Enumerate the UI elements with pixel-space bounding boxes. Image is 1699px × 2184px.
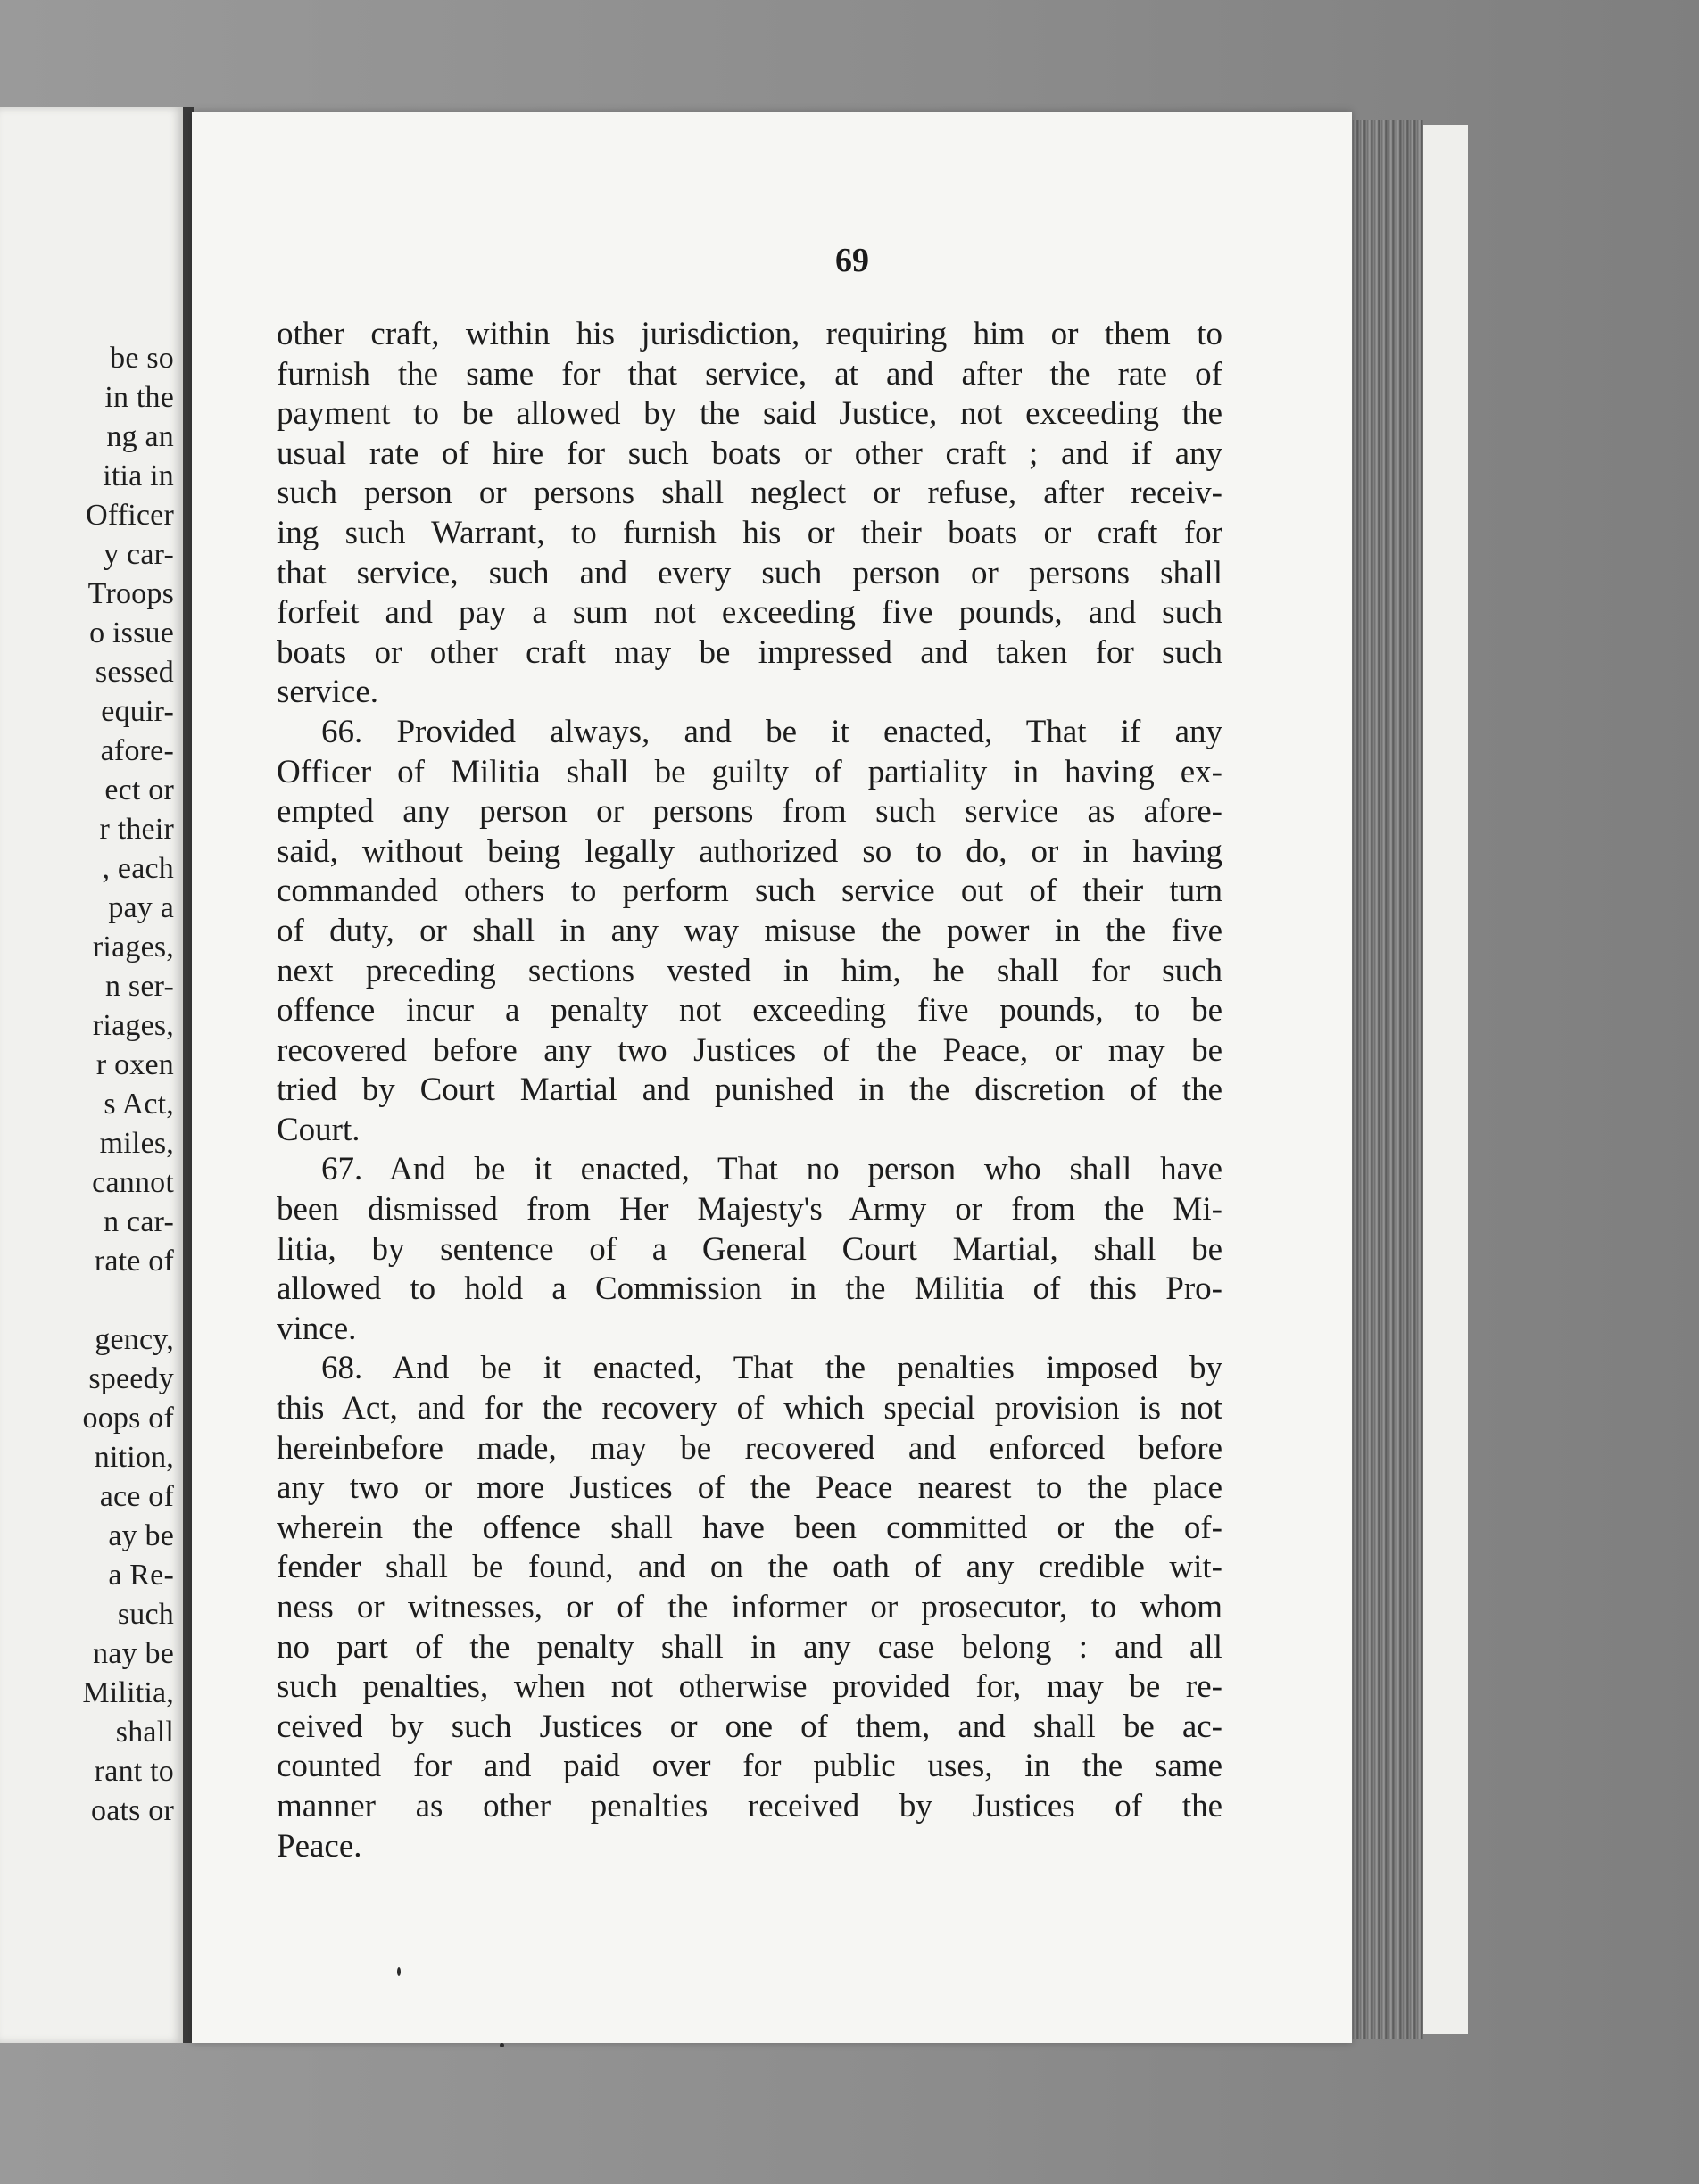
text-line: fender shall be found, and on the oath of any credible wit- — [277, 1549, 1222, 1586]
page-number: 69 — [835, 242, 869, 279]
previous-page-fragment — [0, 107, 183, 2043]
text-line: offence incur a penalty not exceeding five pounds, to be — [277, 992, 1222, 1030]
text-line: been dismissed from Her Majesty's Army or from the Mi- — [277, 1191, 1222, 1228]
text-line: payment to be allowed by the said Justice, not exceeding the — [277, 395, 1222, 433]
previous-page-line: ect or — [104, 774, 174, 807]
previous-page-line: itia in — [103, 459, 174, 492]
text-line: manner as other penalties received by Justices of the — [277, 1787, 1222, 1824]
text-line: any two or more Justices of the Peace nearest to the place — [277, 1469, 1222, 1507]
text-line: Court. — [277, 1111, 361, 1148]
text-line: vince. — [277, 1310, 357, 1347]
text-line: of duty, or shall in any way misuse the power in the five — [277, 912, 1222, 949]
text-line: 67. And be it enacted, That no person who shall have — [321, 1151, 1222, 1188]
previous-page-line: gency, — [95, 1323, 174, 1356]
ink-speck — [397, 1967, 401, 1976]
text-line: 68. And be it enacted, That the penalties imposed by — [321, 1350, 1222, 1387]
text-line: said, without being legally authorized so to do, or in having — [277, 832, 1222, 870]
text-line: commanded others to perform such service out of their turn — [277, 873, 1222, 910]
previous-page-line: ace of — [99, 1480, 174, 1513]
previous-page-line: cannot — [92, 1166, 174, 1199]
previous-page-line: in the — [104, 381, 174, 414]
previous-page-line: riages, — [92, 931, 174, 964]
previous-page-line: r oxen — [95, 1048, 174, 1081]
text-line: 66. Provided always, and be it enacted, That if any — [321, 713, 1222, 750]
previous-page-line: afore- — [100, 734, 174, 767]
text-line: hereinbefore made, may be recovered and enforced before — [277, 1429, 1222, 1467]
previous-page-line: be so — [110, 342, 174, 375]
previous-page-line: miles, — [99, 1127, 174, 1160]
previous-page-line: ng an — [106, 420, 174, 453]
text-line: Peace. — [277, 1827, 362, 1865]
body-text — [277, 315, 1222, 1866]
previous-page-line — [0, 1281, 174, 1320]
previous-page-line: oops of — [82, 1402, 174, 1435]
previous-page-line: , each — [102, 852, 174, 885]
previous-page-line: speedy — [88, 1362, 174, 1395]
text-line: boats or other craft may be impressed and taken for such — [277, 633, 1222, 671]
previous-page-line: y car- — [104, 538, 174, 571]
text-line: litia, by sentence of a General Court Martial, shall be — [277, 1230, 1222, 1268]
previous-page-line: nay be — [93, 1637, 174, 1670]
previous-page-line: oats or — [91, 1794, 174, 1827]
previous-page-line: rate of — [94, 1245, 174, 1278]
text-line: that service, such and every such person or persons shall — [277, 554, 1222, 592]
main-page — [192, 112, 1352, 2043]
previous-page-line: Troops — [87, 577, 174, 610]
previous-page-line: rant to — [94, 1755, 174, 1788]
text-line: forfeit and pay a sum not exceeding five pounds, and such — [277, 594, 1222, 632]
text-line: usual rate of hire for such boats or other craft ; and if any — [277, 434, 1222, 472]
text-line: ceived by such Justices or one of them, and shall be ac- — [277, 1708, 1222, 1745]
page-stack-edge-light — [1419, 125, 1468, 2034]
previous-page-line: n ser- — [105, 970, 174, 1003]
previous-page-line: nition, — [94, 1441, 174, 1474]
previous-page-line: pay a — [108, 891, 174, 924]
text-line: empted any person or persons from such service as afore- — [277, 793, 1222, 831]
previous-page-line: o issue — [89, 616, 174, 649]
text-line: allowed to hold a Commission in the Militia of this Pro- — [277, 1270, 1222, 1308]
previous-page-line: equir- — [101, 695, 174, 728]
text-line: other craft, within his jurisdiction, requiring him or them to — [277, 316, 1222, 352]
previous-page-line: ay be — [108, 1519, 174, 1552]
text-line: recovered before any two Justices of the Peace, or may be — [277, 1031, 1222, 1069]
previous-page-line: n car- — [104, 1205, 174, 1238]
text-line: next preceding sections vested in him, he shall for such — [277, 952, 1222, 989]
previous-page-line: Militia, — [82, 1676, 174, 1709]
text-line: no part of the penalty shall in any case belong : and all — [277, 1628, 1222, 1666]
text-line: tried by Court Martial and punished in the discretion of the — [277, 1071, 1222, 1109]
text-line: this Act, and for the recovery of which special provision is not — [277, 1390, 1222, 1427]
text-line: counted for and paid over for public uses, in the same — [277, 1748, 1222, 1785]
previous-page-line: shall — [115, 1716, 174, 1749]
text-line: Officer of Militia shall be guilty of partiality in having ex- — [277, 753, 1222, 790]
text-line: ing such Warrant, to furnish his or their boats or craft for — [277, 514, 1222, 551]
previous-page-line: riages, — [92, 1009, 174, 1042]
text-line: such person or persons shall neglect or refuse, after receiv- — [277, 475, 1222, 512]
previous-page-line: s Act, — [104, 1088, 174, 1121]
text-line: furnish the same for that service, at and after the rate of — [277, 355, 1222, 393]
previous-page-line: sessed — [95, 656, 174, 689]
previous-page-text — [0, 339, 174, 1831]
text-line: ness or witnesses, or of the informer or prosecutor, to whom — [277, 1589, 1222, 1626]
ink-speck — [500, 2043, 504, 2048]
previous-page-line: r their — [99, 813, 174, 846]
previous-page-line: a Re- — [108, 1559, 174, 1592]
text-line: such penalties, when not otherwise provided for, may be re- — [277, 1668, 1222, 1706]
previous-page-line: such — [117, 1598, 174, 1631]
text-line: wherein the offence shall have been committed or the of- — [277, 1509, 1222, 1546]
text-line: service. — [277, 674, 379, 711]
previous-page-line: Officer — [86, 499, 174, 532]
